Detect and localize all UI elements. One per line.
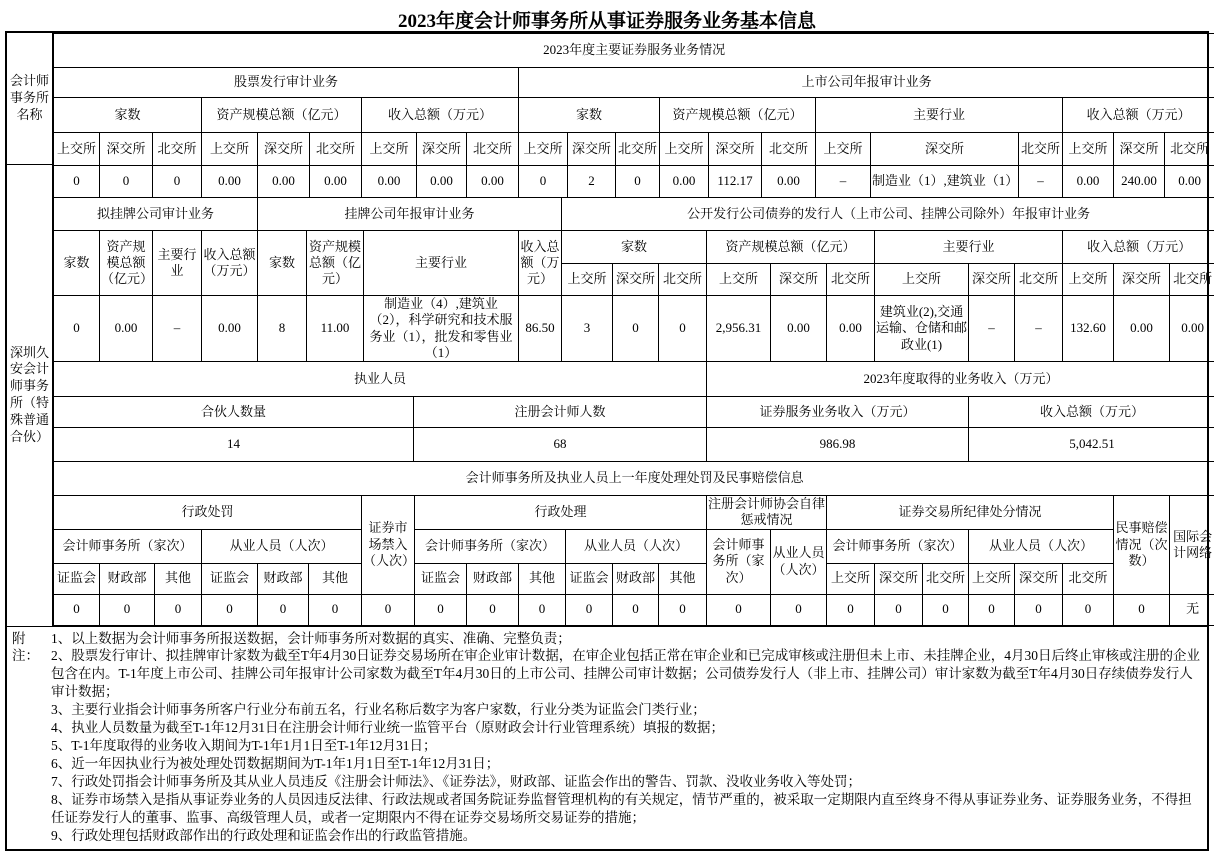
value-cell: 0 <box>202 594 258 625</box>
value-cell: 0.00 <box>1165 166 1214 198</box>
other-audit-table <box>53 197 1214 362</box>
exchange-header: 深交所 <box>568 133 616 166</box>
regulator-header: 其他 <box>519 563 566 594</box>
value-cell: 0 <box>467 594 519 625</box>
exchange-header: 深交所 <box>613 264 659 296</box>
report-table <box>5 31 1213 851</box>
ipo-audit-header-cell: 股票发行审计业务 <box>54 68 519 98</box>
penalties-table <box>53 461 1214 626</box>
industry-header: 主要行业 <box>364 231 519 296</box>
value-cell: 0 <box>100 594 155 625</box>
personnel-section-row <box>54 362 1214 397</box>
exchange-header: 上交所 <box>1063 264 1114 296</box>
value-cell: 0 <box>1114 594 1170 625</box>
exchange-header: 上交所 <box>1063 133 1114 166</box>
exchange-header: 深交所 <box>1114 133 1165 166</box>
count-header: 家数 <box>54 231 100 296</box>
value-cell: 0 <box>659 594 707 625</box>
main-business-header-row <box>54 34 1214 68</box>
value-cell: 0.00 <box>827 296 875 362</box>
value-cell: 68 <box>414 428 707 462</box>
assets-header: 资产规模总额（亿元） <box>707 231 875 264</box>
count-header: 家数 <box>54 98 202 133</box>
value-cell: 0 <box>707 594 771 625</box>
note-item: 6、近一年因执业行为被处理处罚数据期间为T-1年1月1日至T-1年12月31日； <box>51 756 500 772</box>
regulator-header: 其他 <box>659 563 707 594</box>
staff-times-header: 从业人员（人次） <box>771 529 827 594</box>
value-cell: 14 <box>54 428 414 462</box>
main-business-table <box>53 33 1214 198</box>
value-cell: 0 <box>616 166 660 198</box>
securities-income-header: 证券服务业务收入（万元） <box>707 397 969 428</box>
notes-section <box>7 626 1207 849</box>
regulator-header: 证监会 <box>202 563 258 594</box>
income-header: 收入总额（万元） <box>1063 98 1214 133</box>
value-cell: 0 <box>54 594 100 625</box>
cicpa-discipline-header: 注册会计师协会自律惩戒情况 <box>708 496 826 528</box>
value-cell: 0 <box>258 594 309 625</box>
personnel-values-row <box>54 428 1214 462</box>
exchange-header: 北交所 <box>659 264 707 296</box>
admin-penalty-header: 行政处罚 <box>54 496 362 530</box>
value-cell: 建筑业(2),交通运输、仓储和邮政业(1) <box>875 296 969 362</box>
exchange-header: 深交所 <box>417 133 467 166</box>
value-cell: 2,956.31 <box>707 296 771 362</box>
firm-times-header: 会计师事务所（家次） <box>707 529 771 594</box>
regulator-header: 财政部 <box>258 563 309 594</box>
exchange-header: 北交所 <box>467 133 519 166</box>
industry-header: 主要行业 <box>153 231 202 296</box>
count-header: 家数 <box>562 231 707 264</box>
partner-count-header: 合伙人数量 <box>54 397 414 428</box>
staff-times-header: 从业人员（人次） <box>566 529 707 563</box>
regulator-header: 证监会 <box>54 563 100 594</box>
cpa-count-header: 注册会计师人数 <box>414 397 707 428</box>
exchange-header: 上交所 <box>816 133 871 166</box>
exchange-header: 深交所 <box>771 264 827 296</box>
exchange-header: 北交所 <box>1019 133 1063 166</box>
exchange-header: 北交所 <box>762 133 816 166</box>
value-cell: 0 <box>100 166 153 198</box>
regulator-header: 其他 <box>155 563 202 594</box>
value-cell: 0.00 <box>202 166 258 198</box>
exchange-header: 北交所 <box>310 133 362 166</box>
staff-times-header: 从业人员（人次） <box>202 529 362 563</box>
exchange-header: 深交所 <box>1015 563 1063 594</box>
value-cell: 8 <box>258 296 307 362</box>
proposed-audit-header-cell: 拟挂牌公司审计业务 <box>54 198 258 231</box>
exchange-header: 北交所 <box>827 264 875 296</box>
regulator-header: 财政部 <box>613 563 659 594</box>
listed-audit-header-cell: 上市公司年报审计业务 <box>519 68 1214 98</box>
exchange-discipline-header: 证券交易所纪律处分情况 <box>827 496 1114 530</box>
value-cell: 0 <box>54 166 100 198</box>
business-section-row <box>54 68 1214 98</box>
value-cell: 0 <box>415 594 467 625</box>
firm-column <box>7 33 53 626</box>
value-cell: 0 <box>1015 594 1063 625</box>
exchange-header: 北交所 <box>923 563 969 594</box>
penalties-subject-row <box>54 529 1214 563</box>
value-cell: 0 <box>362 594 415 625</box>
income-header: 收入总额（万元） <box>519 231 562 296</box>
value-cell: 3 <box>562 296 613 362</box>
exchange-header: 深交所 <box>709 133 762 166</box>
exchange-header: 上交所 <box>969 563 1015 594</box>
other-audit-values-row <box>54 296 1214 362</box>
assets-header: 资产规模总额（亿元） <box>307 231 364 296</box>
note-item: 3、主要行业指会计师事务所客户行业分布前五名，行业名称后数字为客户家数，行业分类为证监会门类行业； <box>51 702 706 718</box>
industry-header: 主要行业 <box>875 231 1063 264</box>
note-item: 2、股票发行审计、拟挂牌审计家数为截至T年4月30日证券交易场所在审企业审计数据，在审企业包括正常在审企业和已完成审核或注册但未上市、未挂牌企业，4月30日后终止审核或注册的企业包含在内。T-1年度上市公司、挂牌公司年报审计公司家数为截至T年4月30日的上市公司、挂牌公司审计数据；公司债券发行人（非上市、挂牌公司）审计家数为截至T年4月30日存续债券发行人审计数据； <box>51 648 1200 700</box>
main-business-values-row <box>54 166 1214 198</box>
exchange-header: 上交所 <box>54 133 100 166</box>
firm-name-header-cell: 会计师事务所名称 <box>7 33 52 165</box>
value-cell: 0.00 <box>1170 296 1214 362</box>
value-cell: 0 <box>309 594 362 625</box>
value-cell: 0 <box>155 594 202 625</box>
main-business-header-cell: 2023年度主要证券服务业务情况 <box>54 34 1214 68</box>
value-cell: 112.17 <box>709 166 762 198</box>
count-header: 家数 <box>519 98 660 133</box>
admin-treatment-header: 行政处理 <box>415 496 707 530</box>
metric-group-row <box>54 98 1214 133</box>
exchange-header: 上交所 <box>875 264 969 296</box>
practitioners-header-cell: 执业人员 <box>54 362 707 397</box>
value-cell: – <box>816 166 871 198</box>
exchange-header: 深交所 <box>258 133 310 166</box>
personnel-income-table <box>53 361 1214 462</box>
income-2023-header-cell: 2023年度取得的业务收入（万元） <box>707 362 1214 397</box>
exchange-header: 深交所 <box>871 133 1019 166</box>
value-cell: 0 <box>827 594 875 625</box>
firm-name-cell: 深圳久安会计师事务所（特殊普通合伙） <box>10 344 50 445</box>
exchange-header: 北交所 <box>1165 133 1214 166</box>
note-item: 9、行政处理包括财政部作出的行政处理和证监会作出的行政监管措施。 <box>51 827 477 843</box>
value-cell: 0.00 <box>362 166 417 198</box>
exchange-header: 北交所 <box>1015 264 1063 296</box>
exchange-header: 上交所 <box>660 133 709 166</box>
exchange-header: 上交所 <box>362 133 417 166</box>
value-cell: 986.98 <box>707 428 969 462</box>
exchange-header: 上交所 <box>519 133 568 166</box>
firm-times-header: 会计师事务所（家次） <box>415 529 566 563</box>
value-cell: 0 <box>519 166 568 198</box>
value-cell: 240.00 <box>1114 166 1165 198</box>
value-cell: 0.00 <box>762 166 816 198</box>
value-cell: 0 <box>54 296 100 362</box>
industry-header: 主要行业 <box>816 98 1063 133</box>
note-item: 8、证券市场禁入是指从事证券业务的人员因违反法律、行政法规或者国务院证券监督管理机构的有关规定，情节严重的，被采取一定期限内直至终身不得从事证券业务、证券服务业务，不得担任证券发行人的董事、监事、高级管理人员，或者一定期限内不得在证券交易场所交易证券的措施； <box>51 792 1192 826</box>
value-cell: 0 <box>875 594 923 625</box>
assets-header: 资产规模总额（亿元） <box>660 98 816 133</box>
value-cell: 0 <box>519 594 566 625</box>
value-cell: 0.00 <box>660 166 709 198</box>
value-cell: 0 <box>613 296 659 362</box>
regulator-header: 财政部 <box>100 563 155 594</box>
value-cell: 0.00 <box>771 296 827 362</box>
audit-section-row <box>54 198 1214 231</box>
table-content <box>53 33 1213 626</box>
penalties-values-row <box>54 594 1214 625</box>
income-header: 收入总额（万元） <box>362 98 519 133</box>
exchange-header: 深交所 <box>1114 264 1170 296</box>
total-income-header: 收入总额（万元） <box>969 397 1214 428</box>
value-cell: 0 <box>771 594 827 625</box>
value-cell: 86.50 <box>519 296 562 362</box>
income-header: 收入总额（万元） <box>1063 231 1214 264</box>
value-cell: 制造业（1）,建筑业（1） <box>871 166 1019 198</box>
value-cell: – <box>969 296 1015 362</box>
value-cell: 0.00 <box>1063 166 1114 198</box>
civil-compensation-header: 民事赔偿情况（次数） <box>1114 496 1170 595</box>
exchange-header: 上交所 <box>202 133 258 166</box>
assets-header: 资产规模总额（亿元） <box>100 231 153 296</box>
value-cell: 0 <box>566 594 613 625</box>
value-cell: 0.00 <box>100 296 153 362</box>
value-cell: 0.00 <box>310 166 362 198</box>
value-cell: 0 <box>969 594 1015 625</box>
neeq-audit-header-cell: 挂牌公司年报审计业务 <box>258 198 562 231</box>
value-cell: 0.00 <box>467 166 519 198</box>
value-cell: 0.00 <box>258 166 310 198</box>
value-cell: 0 <box>1063 594 1114 625</box>
exchange-header: 上交所 <box>562 264 613 296</box>
exchange-header: 深交所 <box>969 264 1015 296</box>
value-cell: – <box>153 296 202 362</box>
regulator-header: 财政部 <box>467 563 519 594</box>
intl-network-header: 国际会计网络 <box>1170 496 1214 595</box>
staff-times-header: 从业人员（人次） <box>969 529 1114 563</box>
notes-body <box>51 630 1205 845</box>
value-cell: 0 <box>923 594 969 625</box>
market-ban-header: 证券市场禁入（人次） <box>362 496 415 595</box>
value-cell: 0 <box>659 296 707 362</box>
page-title: 2023年度会计师事务所从事证券服务业务基本信息 <box>397 11 816 32</box>
exchange-header: 深交所 <box>875 563 923 594</box>
firm-times-header: 会计师事务所（家次） <box>54 529 202 563</box>
bond-audit-header-cell: 公开发行公司债券的发行人（上市公司、挂牌公司除外）年报审计业务 <box>562 198 1214 231</box>
note-item: 5、T-1年度取得的业务收入期间为T-1年1月1日至T-1年12月31日； <box>51 738 437 754</box>
count-header: 家数 <box>258 231 307 296</box>
note-item: 7、行政处罚指会计师事务所及其从业人员违反《注册会计师法》、《证券法》，财政部、证监会作出的警告、罚款、没收业务收入等处罚； <box>51 774 861 790</box>
value-cell: 5,042.51 <box>969 428 1214 462</box>
value-cell: – <box>1019 166 1063 198</box>
regulator-header: 其他 <box>309 563 362 594</box>
firm-times-header: 会计师事务所（家次） <box>827 529 969 563</box>
exchange-header: 上交所 <box>827 563 875 594</box>
value-cell: 0 <box>153 166 202 198</box>
value-cell: 11.00 <box>307 296 364 362</box>
regulator-header: 证监会 <box>415 563 467 594</box>
exchange-header-row <box>54 133 1214 166</box>
note-item: 4、执业人员数量为截至T-1年12月31日在注册会计师行业统一监管平台（原财政会计行业管理系统）填报的数据； <box>51 720 725 736</box>
penalties-section-row <box>54 496 1214 530</box>
audit-metric-row <box>54 231 1214 264</box>
exchange-header: 上交所 <box>707 264 771 296</box>
value-cell: 0.00 <box>417 166 467 198</box>
value-cell: 0.00 <box>1114 296 1170 362</box>
penalties-authority-row <box>54 563 1214 594</box>
value-cell: 132.60 <box>1063 296 1114 362</box>
exchange-header: 北交所 <box>616 133 660 166</box>
value-cell: 无 <box>1170 594 1214 625</box>
notes-label: 附注： <box>12 630 39 664</box>
value-cell: 制造业（4）,建筑业（2），科学研究和技术服务业（1），批发和零售业（1） <box>364 296 519 362</box>
table-grid <box>7 33 1213 626</box>
value-cell: 2 <box>568 166 616 198</box>
penalties-header-cell: 会计师事务所及执业人员上一年度处理处罚及民事赔偿信息 <box>54 462 1214 496</box>
personnel-subheader-row <box>54 397 1214 428</box>
income-header: 收入总额（万元） <box>202 231 258 296</box>
assets-header: 资产规模总额（亿元） <box>202 98 362 133</box>
penalties-header-row <box>54 462 1214 496</box>
value-cell: 0.00 <box>202 296 258 362</box>
exchange-header: 深交所 <box>100 133 153 166</box>
regulator-header: 证监会 <box>566 563 613 594</box>
value-cell: 0 <box>613 594 659 625</box>
note-item: 1、以上数据为会计师事务所报送数据，会计师事务所对数据的真实、准确、完整负责； <box>51 630 571 646</box>
exchange-header: 北交所 <box>1170 264 1214 296</box>
exchange-header: 北交所 <box>153 133 202 166</box>
value-cell: – <box>1015 296 1063 362</box>
exchange-header: 北交所 <box>1063 563 1114 594</box>
